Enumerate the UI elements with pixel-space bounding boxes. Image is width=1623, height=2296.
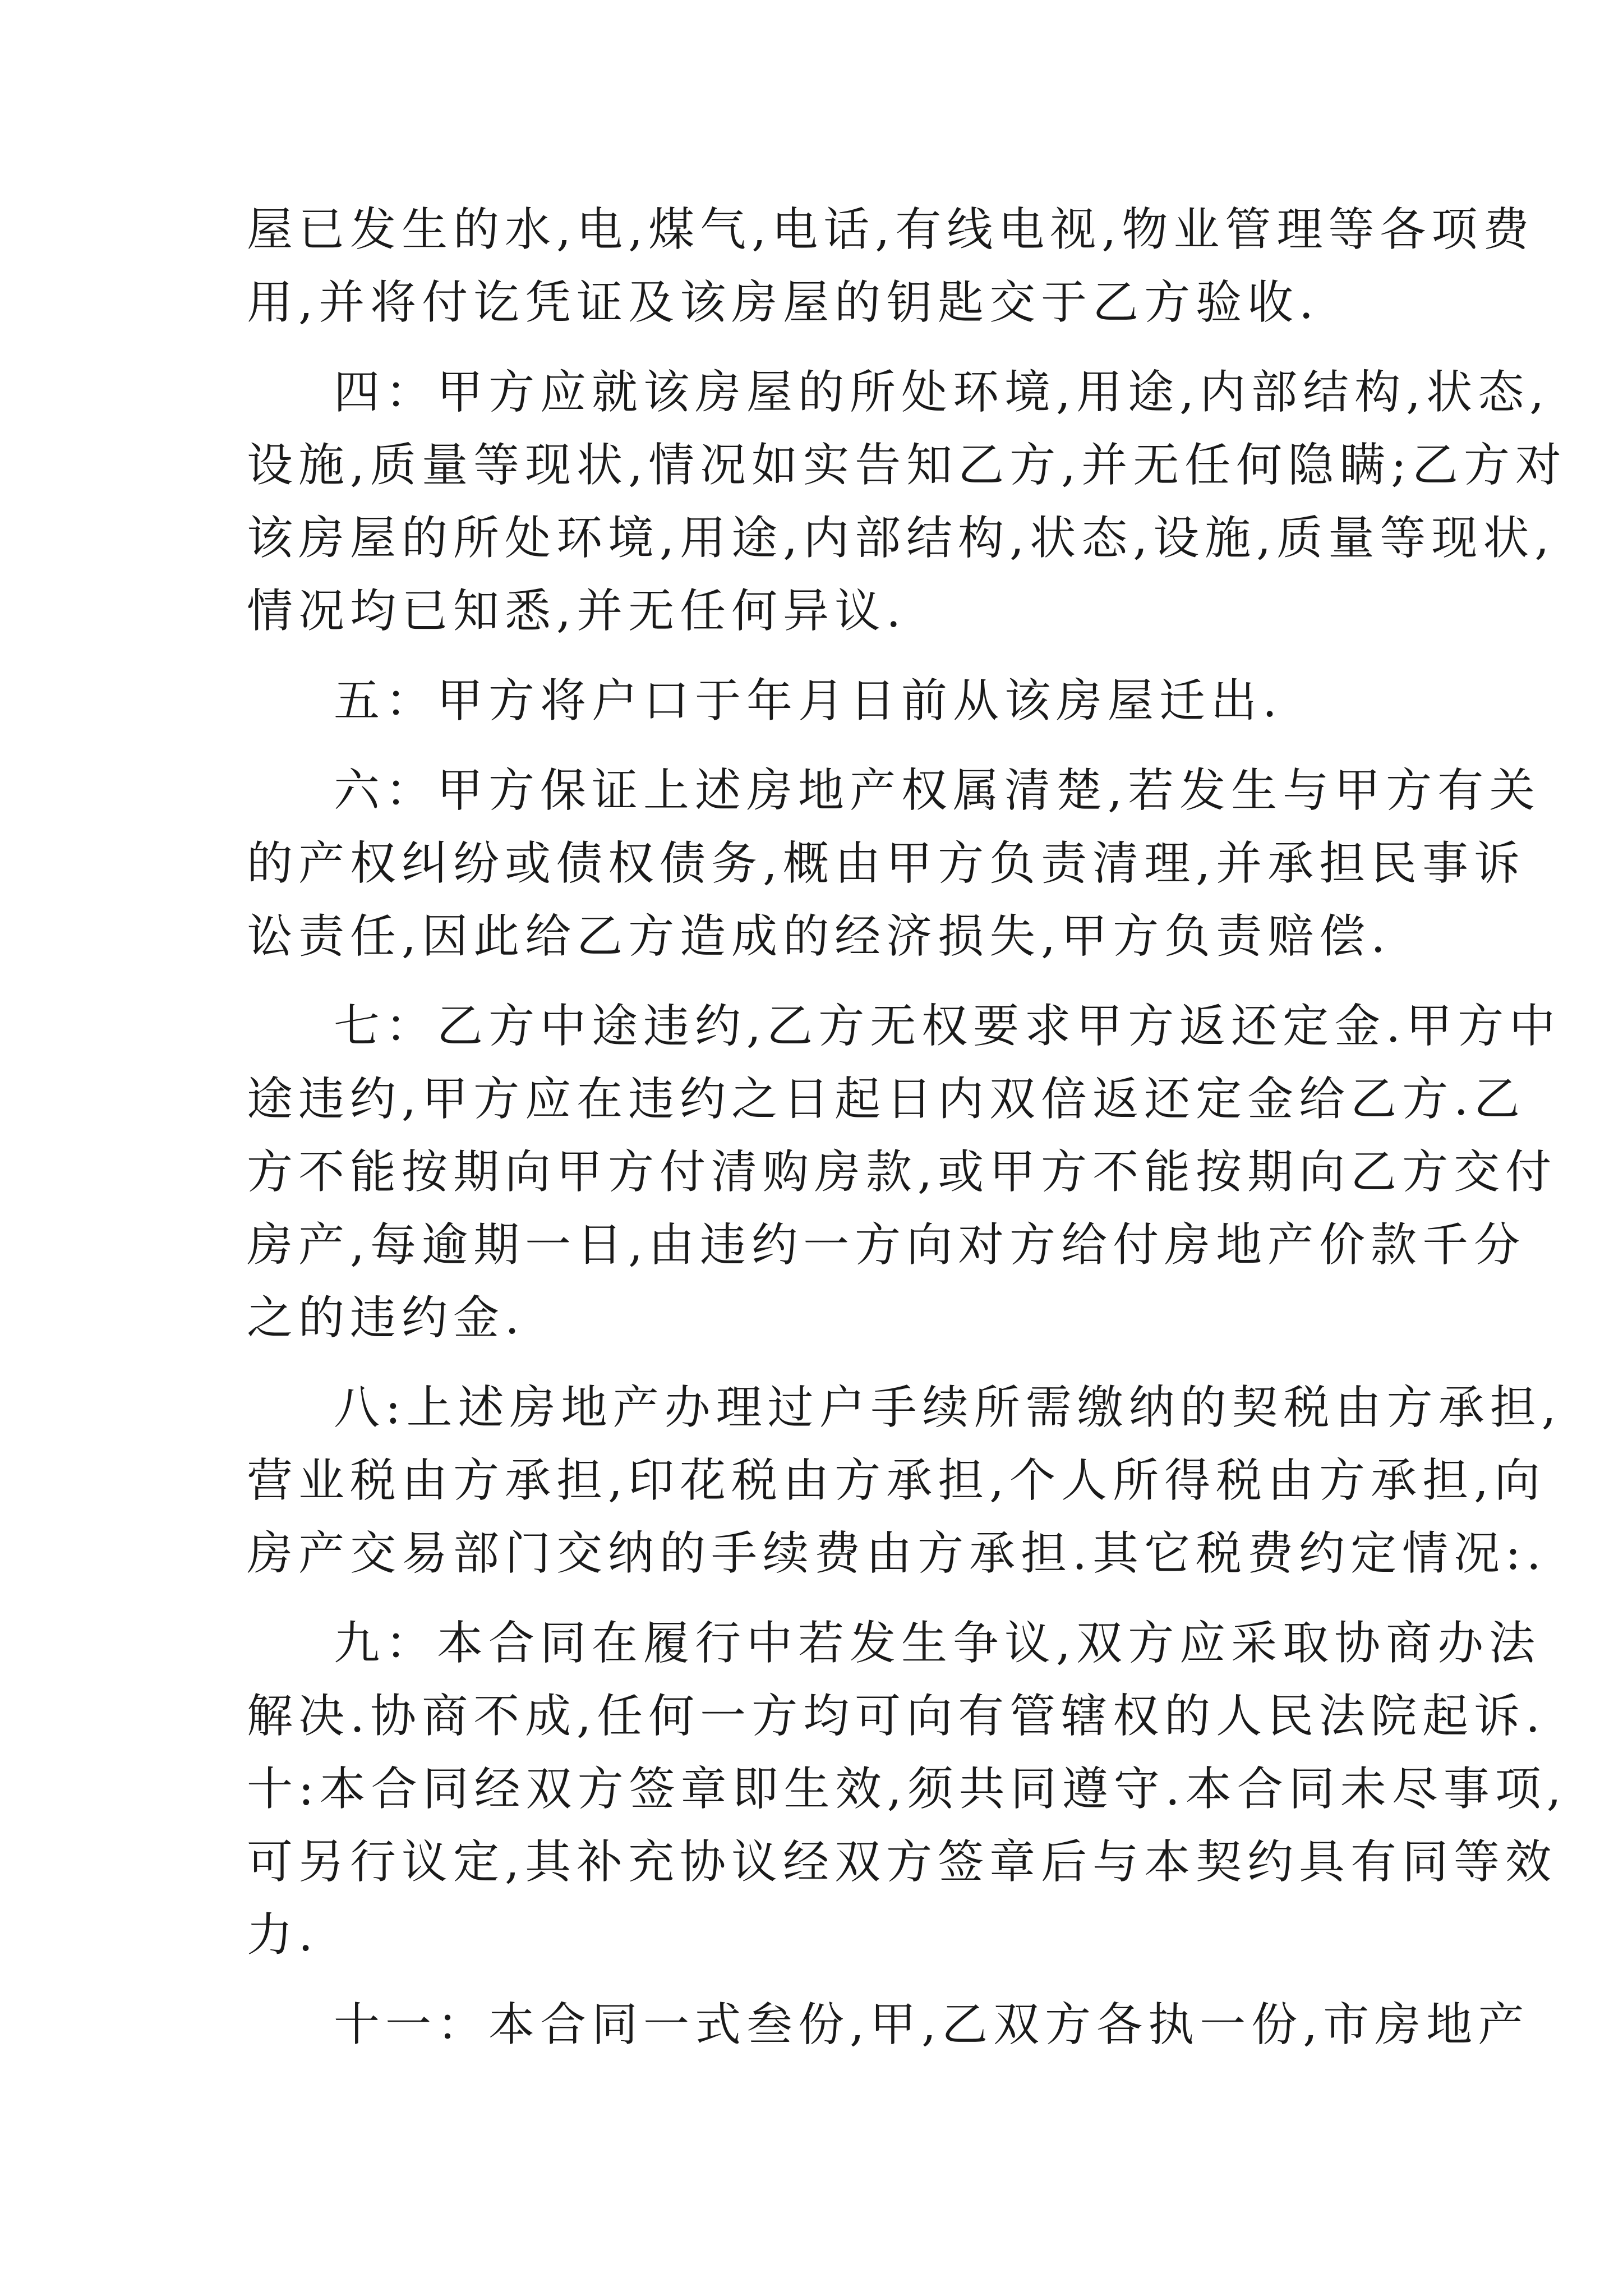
text-line: 解决.协商不成,任何一方均可向有管辖权的人民法院起诉.: [247, 1690, 1546, 1743]
contract-body-text: [247, 194, 1567, 2062]
paragraph-gap: [247, 973, 1391, 990]
text-line: 房产交易部门交纳的手续费由方承担.其它税费约定情况:.: [247, 1527, 1547, 1580]
text-line: 讼责任,因此给乙方造成的经济损失,甲方负责赔偿.: [247, 910, 1391, 963]
text-line: 力.: [247, 1908, 319, 1962]
paragraph-gap: [247, 1972, 1391, 1989]
paragraph-gap: [247, 1355, 1391, 1372]
text-line: 五：甲方将户口于年月日前从该房屋迁出.: [334, 674, 1283, 728]
text-line: 途违约,甲方应在违约之日起日内双倍返还定金给乙方.乙: [247, 1073, 1526, 1126]
text-line: 设施,质量等现状,情况如实告知乙方,并无任何隐瞒;乙方对: [247, 439, 1567, 492]
paragraph-gap: [247, 339, 1391, 356]
text-line: 十:本合同经双方签章即生效,须共同遵守.本合同未尽事项,: [247, 1763, 1567, 1816]
text-line: 房产,每逾期一日,由违约一方向对方给付房地产价款千分: [247, 1218, 1526, 1272]
text-line: 可另行议定,其补充协议经双方签章后与本契约具有同等效: [247, 1835, 1557, 1889]
text-line: 八:上述房地产办理过户手续所需缴纳的契税由方承担,: [334, 1381, 1562, 1434]
text-line: 情况均已知悉,并无任何异议.: [247, 585, 907, 638]
text-line: 营业税由方承担,印花税由方承担,个人所得税由方承担,向: [247, 1454, 1546, 1507]
text-line: 屋已发生的水,电,煤气,电话,有线电视,物业管理等各项费: [247, 203, 1535, 256]
text-line: 用,并将付讫凭证及该房屋的钥匙交于乙方验收.: [247, 276, 1320, 329]
paragraph-gap: [247, 738, 1391, 754]
text-line: 的产权纠纷或债权债务,概由甲方负责清理,并承担民事诉: [247, 837, 1526, 890]
text-line: 十一：本合同一式叁份,甲,乙双方各执一份,市房地产: [334, 1998, 1530, 2051]
text-line: 方不能按期向甲方付清购房款,或甲方不能按期向乙方交付: [247, 1145, 1557, 1199]
text-line: 四：甲方应就该房屋的所处环境,用途,内部结构,状态,: [334, 366, 1550, 419]
text-line: 九：本合同在履行中若发生争议,双方应采取协商办法: [334, 1617, 1541, 1670]
paragraph-gap: [247, 648, 1391, 665]
text-line: 七：乙方中途违约,乙方无权要求甲方返还定金.甲方中: [334, 1000, 1561, 1053]
text-line: 该房屋的所处环境,用途,内部结构,状态,设施,质量等现状,: [247, 512, 1555, 565]
text-line: 六：甲方保证上述房地产权属清楚,若发生与甲方有关: [334, 764, 1541, 817]
paragraph-gap: [247, 1590, 1391, 1607]
text-line: 之的违约金.: [247, 1291, 525, 1345]
